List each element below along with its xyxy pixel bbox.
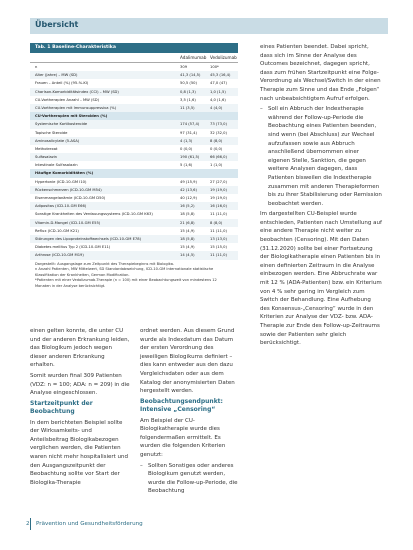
vedolizumab-value: 13 (13,0) [210,236,227,241]
text-column-left [30,327,130,489]
column-header-vedolizumab: Vedolizumab [210,55,237,60]
paragraph: Somit wurden final 309 Patienten (VDZ: n = 100; ADA: n = 209) in die Analyse eingeschlossen. [30,372,130,397]
row-label: Topische Steroide [35,130,68,135]
column-header-adalimumab: Adalimumab [180,55,207,60]
table-row [30,219,238,227]
vedolizumab-value: 4,0 (1,6) [210,97,226,102]
row-label: Eisenmangelanämie (ICD-10-GM D50) [35,196,106,200]
adalimumab-value: 16 (5,2) [180,204,195,209]
table-row [30,202,238,210]
table-caption: Tab. 1 Baseline-Charakteristika [30,43,238,53]
row-label: CU-Vortherapien Anzahl – MW (SD) [35,97,100,102]
vedolizumab-value: 8 (8,0) [210,220,223,225]
vedolizumab-value: 66 (66,0) [210,155,227,160]
adalimumab-value: 14 (4,5) [180,253,195,258]
adalimumab-value: 15 (4,9) [180,228,195,233]
adalimumab-value: 40 (12,9) [180,196,197,200]
vedolizumab-value: 1 (1,0) [210,163,223,168]
row-label: Sulfasalazin [35,155,58,160]
row-label: Alter (Jahre) – MW (SD) [35,73,78,78]
vedolizumab-value: 19 (19,0) [210,196,227,200]
vedolizumab-value: 73 (73,0) [210,122,227,127]
row-label: Vitamin-D-Mangel (ICD-10-GM E55) [35,220,101,225]
row-label: Diabetes mellitus Typ 2 (ICD-10-GM E11) [35,245,111,250]
adalimumab-value: 18 (5,8) [180,212,195,217]
section-heading: Startzeitpunkt der Beobachtung [30,399,93,416]
table-row [30,137,238,145]
table-notes [30,260,238,290]
row-label: Reflux (ICD-10-GM K21) [35,228,79,233]
vedolizumab-value: 0 (0,0) [210,146,223,151]
adalimumab-value: 42 (13,6) [180,187,197,192]
adalimumab-value: 41,3 (14,5) [180,73,201,78]
adalimumab-value: 18 (5,8) [180,236,195,241]
vedolizumab-value: 11 (11,0) [210,212,227,217]
table-row [30,96,238,104]
table-row [30,186,238,194]
table-row [30,153,238,161]
adalimumab-value: 5 (1,6) [180,163,193,168]
page-number: 2 [26,521,30,527]
vedolizumab-value: 19 (19,0) [210,187,227,192]
table-column-headers [30,53,238,63]
section-heading: Beobachtungsendpunkt: Intensive „Censoring“ [140,397,223,414]
section-header-bar [30,18,388,34]
table-row [30,104,238,112]
paragraph: Am Beispiel der CU-Biologikatherapie wurde dies folgendermaßen ermittelt. Es wurden die folgenden Kriterien genutzt: [140,417,226,458]
vedolizumab-value: 11 (11,0) [210,253,227,258]
row-label: n [35,65,38,69]
table-note: n Anzahl Patienten, MW Mittelwert, SD Standardabweichung, ICD-10-GM Internationale statistische Klassifikation der Krankheiten, German Modification. [35,267,214,277]
vedolizumab-value: 16 (16,0) [210,204,227,209]
vedolizumab-value: 100* [210,65,219,69]
adalimumab-value: 15 (4,9) [180,245,195,250]
table-note: Dargestellt: Ausgangslage zum Zeitpunkt des Therapiebeginns mit Biologika. [35,261,175,266]
row-label: Rückenschmerzen (ICD-10-GM M54) [35,187,102,192]
row-label: Aminosalicylate (5-ASA) [35,138,80,143]
table-row [30,79,238,87]
table-row [30,243,238,251]
adalimumab-value: 4 (1,3) [180,138,193,143]
adalimumab-value: 21 (6,8) [180,220,195,225]
paragraph: In dem berichteten Beispiel sollte der Wirksamkeits- und Anteilsbeitrag Biologikabezogen verglichen werden, die Patienten waren nicht mehr hospitalisiert und den Ausgangszeitpunkt der Beobachtung sollte vor Start der Biologika-Therapie [30,419,129,486]
row-label: Störungen des Lipoproteinstoffwechsels (ICD-10-GM E78) [35,236,142,241]
adalimumab-value: 0 (0,0) [180,146,193,151]
vedolizumab-value: 11 (11,0) [210,228,227,233]
table-row [30,161,238,169]
vedolizumab-value: 8 (8,0) [210,138,223,143]
table-section-row [30,112,238,120]
row-label: Adipositas (ICD-10-GM E66) [35,204,87,209]
row-label: Intestinale Sulfasalazin [35,163,78,168]
vedolizumab-value: 27 (27,0) [210,179,227,184]
paragraph: ordnet werden. Aus diesem Grund wurde als Indexdatum das Datum der ersten Verordnung des jeweiligen Biologikums definiert – dies kann entweder aus den dazu Vergleichsdaten oder aus dem Katalog der anonymisierten Daten hergestellt werden. [140,328,235,395]
table-row [30,129,238,137]
vedolizumab-value: 47,0 (47) [210,81,227,86]
table-row [30,251,238,259]
table-body [30,63,238,260]
table-row [30,71,238,79]
row-label: Charlson-Komorbiditätsindex (CCI) – MW (SD) [35,89,119,94]
paragraph: Im dargestellten CU-Beispiel wurde entschieden, Patienten nach Umstellung auf eine andere Therapie nicht weiter zu beobachten (Censoring). Mit den Daten (31.12.2020) sollte bei einer Fortsetzung der Biologikatherapie einen Patienten bis in einen definierten Zeitraum in die Analyse einbezogen werden. Eine Abbruchrate war mit 12 % (ADA-Patienten) bzw. ein Kriterium von 4 % sehr gering im Vergleich zum Switch der Behandlung. Eine Aufhebung des Konsensus-„Censoring“ wurde in den Kriterien zur Analyse der VDZ- bzw. ADA-Therapie zur Ende des Follow-up-Zeitraums sowie der Patienten sehr gleich berücksichtigt. [260,211,382,347]
vedolizumab-value: 15 (15,0) [210,245,227,250]
adalimumab-value: 190 (61,5) [180,155,200,160]
table-row [30,194,238,202]
adalimumab-value: 49 (15,9) [180,179,197,184]
table-row [30,235,238,243]
section-title: Übersicht [35,20,79,29]
paragraph: einen gelten konnte, die unter CU und der anderen Erkrankung leiden, das Biologikum jedoch wegen dieser anderen Erkrankung erhalten. [30,328,130,369]
row-label: CU-Vortherapien mit Immunsuppressiva (%) [35,105,117,110]
table-row [30,63,238,71]
footer-divider [30,518,31,530]
vedolizumab-value: 4 (4,0) [210,105,223,110]
row-label: Hypertonie (ICD-10-GM I10) [35,179,87,184]
adalimumab-value: 11 (3,5) [180,105,195,110]
table-row [30,210,238,218]
row-label: Häufige Komorbiditäten (%) [35,171,94,176]
row-label: Methotrexat [35,146,58,151]
row-label: Systemische Kortikosteroide [35,122,88,127]
table-row [30,120,238,128]
adalimumab-value: 50,5 (50) [180,81,197,86]
row-label: Sonstige Krankheiten des Verdauungssystems (ICD-10-GM K63) [35,212,153,217]
table-section-row [30,169,238,177]
vedolizumab-value: 45,3 (16,4) [210,73,231,78]
adalimumab-value: 3,5 (1,6) [180,97,196,102]
row-label: Arthrose (ICD-10-GM M19) [35,253,84,258]
baseline-table [30,43,238,289]
paragraph: eines Patienten beendet. Dabei spricht, dass sich im Sinne der Analyse des Outcomes bezeichnet, dagegen spricht, dass zum frühen Startzeitpunkt eine Folge-Verordnung als Wechsel/Switch in der einen Therapie zum Sinne und das Ende „Folgen“ nach unbeabsichtigtem Aufruf erfolgen. [260,44,381,102]
row-label: Frauen – Anteil (%) (95-%-KI) [35,81,89,86]
vedolizumab-value: 1,0 (1,5) [210,89,226,94]
list-item: – Soll ein Abbruch der Indextherapie während der Follow-up-Periode die Beobachtung eines Patienten beenden, sind wenn (bei Abschluss) zur Wechsel aufzufassen sowie aus Abbruch anschließend übernommen einer eigenen Stelle, Sanktion, die gegen weitere Analysen dagegen, dass Patienten bisweilen die Indextherapie zusammen mit anderen Therapieformen bis zu ihrer Stabilisierung oder Remission beobachtet werden. [260,105,382,208]
text-column-right [260,43,382,350]
table-row [30,227,238,235]
adalimumab-value: 309 [180,65,188,69]
table-note: *Patienten mit einer Vedolizumab-Therapie (n = 100) mit einer Beobachtungszeit von mindestens 12 Monaten in der Analyse berücksichtigt. [35,278,217,288]
list-item: – Sollten Sonstiges oder anderes Biologikum genutzt werden, wurde die Follow-up-Periode, die Beobachtung [140,462,240,496]
row-label: CU-Vortherapien mit Steroiden (%) [35,114,108,119]
text-column-middle [140,327,240,498]
adalimumab-value: 97 (31,4) [180,130,197,135]
table-row [30,88,238,96]
vedolizumab-value: 32 (32,0) [210,130,227,135]
journal-name: Prävention und Gesundheitsförderung [36,521,143,527]
adalimumab-value: 0,8 (1,3) [180,89,196,94]
table-row [30,145,238,153]
table-row [30,178,238,186]
adalimumab-value: 174 (57,4) [180,122,200,127]
